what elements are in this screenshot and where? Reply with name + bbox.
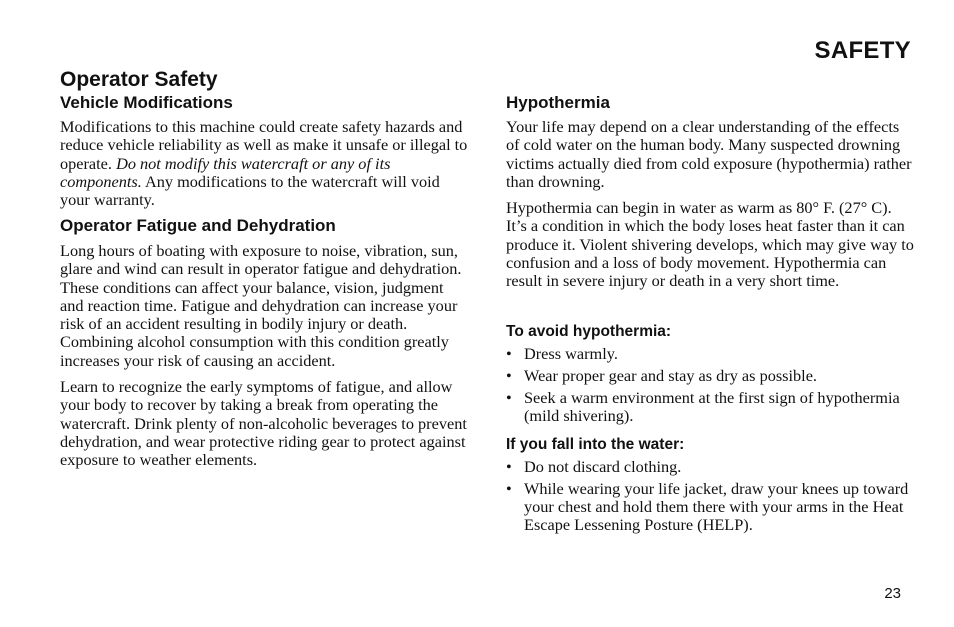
avoid-hypothermia-heading: To avoid hypothermia:	[506, 323, 672, 340]
vehicle-mods-warning: Do not modify this watercraft or any of its components.	[60, 153, 391, 191]
vehicle-mods-text-a: Modifications to this machine could create safety hazards and reduce vehicle reliability as well as make it unsafe or illegal to operate.	[60, 117, 468, 173]
list-item: • Seek a warm environment at the first sign of hypothermia (mild shivering).	[506, 389, 916, 426]
hypothermia-paragraph-1: Your life may depend on a clear understanding of the effects of cold water on the human body. Many suspected drowning victims actually died from cold exposure (hypothermia) rather than drowning.	[506, 117, 912, 191]
avoid-hypothermia-section	[506, 322, 916, 429]
fatigue-paragraph-2: Learn to recognize the early symptoms of fatigue, and allow your body to recover by taking a break from operating the watercraft. Drink plenty of non-alcoholic beverages to prevent dehydration, and wear protective riding gear to protect against exposure to weather elements.	[60, 377, 467, 470]
list-item: • While wearing your life jacket, draw your knees up toward your chest and hold them there with your arms in the Heat Escape Lessening Posture (HELP).	[506, 480, 916, 535]
fatigue-paragraph-1: Long hours of boating with exposure to noise, vibration, sun, glare and wind can result in operator fatigue and dehydration. These conditions can affect your balance, vision, judgment and reaction time. Fatigue and dehydration can increase your risk of an accident resulting in bodily injury or death. Combining alcohol consumption with this condition greatly increases your risk of causing an accident.	[60, 241, 462, 370]
section-header: SAFETY	[814, 37, 911, 64]
vehicle-mods-text-b: Any modifications to the watercraft will void your warranty.	[60, 171, 440, 210]
fall-into-water-list	[506, 458, 916, 535]
vehicle-modifications-heading: Vehicle Modifications	[60, 93, 233, 112]
vehicle-modifications-text	[60, 118, 470, 209]
fall-into-water-section	[506, 435, 916, 538]
fall-into-water-heading: If you fall into the water:	[506, 436, 685, 453]
hypothermia-section	[506, 93, 916, 291]
hypothermia-paragraph-2: Hypothermia can begin in water as warm as 80° F. (27° C). It’s a condition in which the body loses heat faster than it can produce it. Violent shivering develops, which may give way to confusion and a loss of body movement. Hypothermia can result in severe injury or death in a very short time.	[506, 198, 914, 291]
page-title: Operator Safety	[60, 68, 218, 91]
list-item: • Do not discard clothing.	[506, 458, 916, 476]
fatigue-section	[60, 216, 470, 470]
list-item: • Dress warmly.	[506, 345, 916, 363]
page-number: 23	[884, 585, 901, 602]
hypothermia-heading: Hypothermia	[506, 93, 610, 112]
avoid-hypothermia-list	[506, 345, 916, 425]
list-item: • Wear proper gear and stay as dry as possible.	[506, 367, 916, 385]
vehicle-modifications-section	[60, 93, 470, 209]
fatigue-heading: Operator Fatigue and Dehydration	[60, 216, 336, 235]
